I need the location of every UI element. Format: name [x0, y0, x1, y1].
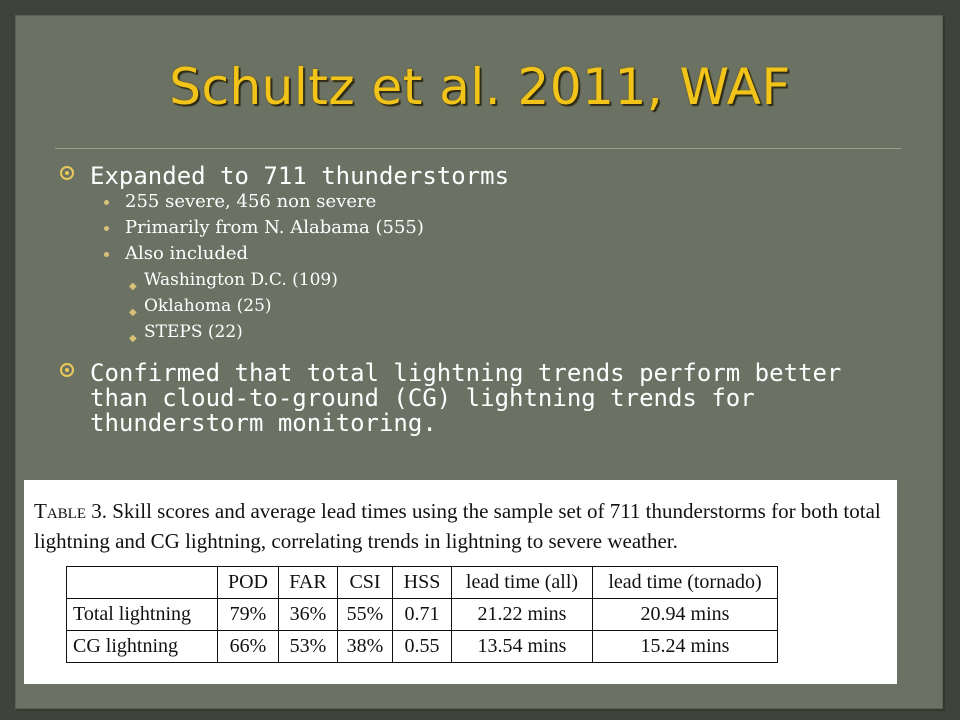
- title-divider: [55, 148, 901, 149]
- table-cell: 38%: [338, 631, 393, 663]
- table-cell: 15.24 mins: [593, 631, 778, 663]
- bullet-text: Confirmed that total lightning trends perform better than cloud-to-ground (CG) lightning trends for thunderstorm monitoring.: [90, 359, 842, 437]
- bullet-list: [60, 164, 910, 436]
- table-cell: CG lightning: [67, 631, 218, 663]
- table-header-cell: POD: [218, 567, 279, 599]
- table-cell: 55%: [338, 599, 393, 631]
- diamond-bullet-icon: ◆: [129, 333, 137, 344]
- table-cell: 13.54 mins: [452, 631, 593, 663]
- dot-bullet-icon: [104, 226, 109, 231]
- slide-title: Schultz et al. 2011, WAF: [169, 58, 791, 116]
- table-cell: 0.55: [393, 631, 452, 663]
- dot-bullet-icon: [104, 252, 109, 257]
- table-header-cell: lead time (tornado): [593, 567, 778, 599]
- table-cell: 66%: [218, 631, 279, 663]
- sub-bullet-text: Also included: [125, 243, 249, 264]
- table-row: [67, 631, 778, 663]
- table-row: [67, 599, 778, 631]
- table-cell: 20.94 mins: [593, 599, 778, 631]
- table-figure: [24, 480, 897, 684]
- table-caption-label: Table 3.: [34, 499, 107, 523]
- sub-bullet: [60, 215, 910, 241]
- sub-sub-bullet: [60, 267, 910, 293]
- table-caption-text: Skill scores and average lead times using the sample set of 711 thunderstorms for both total lightning and CG lightning, correlating trends in lightning to severe weather.: [34, 499, 881, 553]
- circle-bullet-icon: [60, 166, 74, 180]
- table-cell: 79%: [218, 599, 279, 631]
- table-cell: Total lightning: [67, 599, 218, 631]
- table-header-row: [67, 567, 778, 599]
- sub-sub-bullet-text: Washington D.C. (109): [144, 270, 338, 290]
- circle-bullet-icon: [60, 363, 74, 377]
- sub-sub-bullet-text: Oklahoma (25): [144, 296, 272, 316]
- table-cell: 0.71: [393, 599, 452, 631]
- table-header-cell: lead time (all): [452, 567, 593, 599]
- bullet-confirmed: [60, 361, 910, 436]
- table-header-cell: HSS: [393, 567, 452, 599]
- diamond-bullet-icon: ◆: [129, 281, 137, 292]
- sub-bullet: [60, 241, 910, 267]
- table-header-cell: CSI: [338, 567, 393, 599]
- skill-score-table: [66, 566, 778, 663]
- bullet-expanded: [60, 164, 910, 189]
- sub-sub-bullet: [60, 293, 910, 319]
- table-header-cell: [67, 567, 218, 599]
- sub-sub-bullet-text: STEPS (22): [144, 322, 243, 342]
- sub-bullet-text: 255 severe, 456 non severe: [125, 191, 377, 212]
- dot-bullet-icon: [104, 200, 109, 205]
- table-header-cell: FAR: [279, 567, 338, 599]
- diamond-bullet-icon: ◆: [129, 307, 137, 318]
- table-cell: 53%: [279, 631, 338, 663]
- bullet-text: Expanded to 711 thunderstorms: [90, 162, 510, 190]
- table-cell: 21.22 mins: [452, 599, 593, 631]
- sub-bullet-text: Primarily from N. Alabama (555): [125, 217, 424, 238]
- sub-sub-bullet: [60, 319, 910, 345]
- table-caption: [34, 496, 884, 556]
- sub-bullet: [60, 189, 910, 215]
- table-cell: 36%: [279, 599, 338, 631]
